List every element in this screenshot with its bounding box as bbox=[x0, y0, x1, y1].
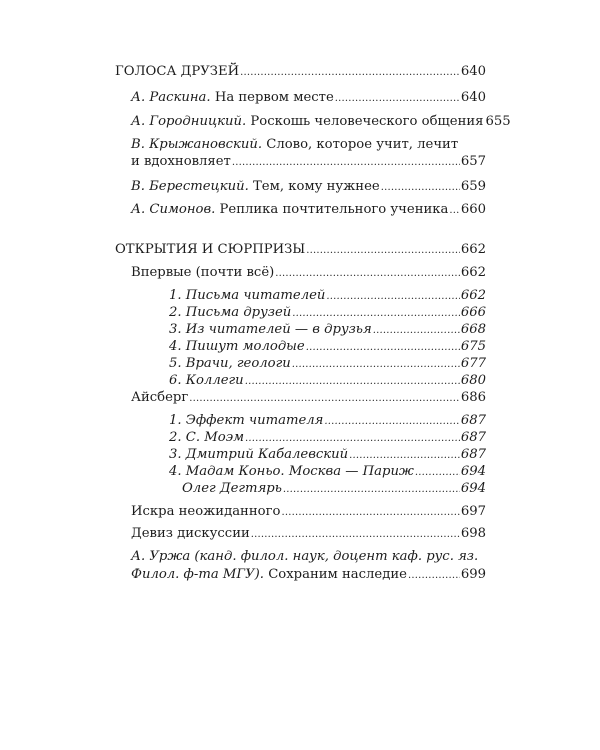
toc-section-otkrytiya[interactable] bbox=[0, 241, 600, 260]
dot-leader bbox=[283, 481, 460, 499]
dot-leader bbox=[306, 242, 460, 260]
item-title: 4. Пишут молодые bbox=[169, 339, 305, 354]
item-title: 4. Мадам Коньо. Москва — Париж bbox=[169, 464, 414, 479]
page-number: 675 bbox=[460, 339, 486, 354]
page-number: 687 bbox=[460, 413, 486, 428]
dot-leader bbox=[240, 64, 460, 82]
page-number: 686 bbox=[460, 390, 486, 405]
item-title: 6. Коллеги bbox=[169, 373, 244, 388]
subsection-title: Впервые (почти всё) bbox=[131, 265, 275, 280]
page-number: 660 bbox=[460, 202, 486, 217]
item-title: 3. Дмитрий Кабалевский bbox=[169, 447, 349, 462]
page-number: 657 bbox=[460, 154, 486, 169]
dot-leader bbox=[381, 179, 460, 197]
page-number: 694 bbox=[460, 481, 486, 496]
page-number: 687 bbox=[460, 447, 486, 462]
page-number: 640 bbox=[460, 64, 486, 79]
toc-entry-kryzhanovsky-line2[interactable] bbox=[0, 153, 600, 172]
dot-leader bbox=[232, 154, 460, 172]
item-title: 2. Письма друзей bbox=[169, 305, 292, 320]
entry-author: А. Раскина. bbox=[131, 90, 211, 105]
page-number: 668 bbox=[460, 322, 486, 337]
toc-section-golosa-druzey[interactable] bbox=[0, 63, 600, 82]
item-title: 2. С. Моэм bbox=[169, 430, 245, 445]
item-title: 1. Эффект читателя bbox=[169, 413, 324, 428]
entry-title: Сохраним наследие bbox=[268, 567, 407, 582]
entry-title: Реплика почтительного ученика bbox=[219, 202, 449, 217]
toc-subsection-deviz[interactable] bbox=[0, 525, 600, 544]
toc-section-title: ГОЛОСА ДРУЗЕЙ bbox=[115, 64, 240, 79]
page-number: 655 bbox=[485, 114, 511, 129]
entry-title: На первом месте bbox=[214, 90, 334, 105]
toc-entry-gorodnitsky[interactable] bbox=[0, 113, 600, 132]
item-title: 5. Врачи, геологи bbox=[169, 356, 291, 371]
item-title: Олег Дегтярь bbox=[182, 481, 282, 496]
subsection-title: Айсберг bbox=[131, 390, 189, 405]
page-number: 698 bbox=[460, 526, 486, 541]
toc-entry-urzha-line2[interactable] bbox=[0, 566, 600, 585]
toc-subsection-vpervye[interactable] bbox=[0, 264, 600, 283]
toc-entry-kryzhanovsky-line1[interactable] bbox=[131, 136, 458, 154]
toc-entry-raskina[interactable] bbox=[0, 89, 600, 108]
toc-item-oleg-degtyar[interactable] bbox=[0, 480, 600, 499]
entry-title: Слово, которое учит, лечит bbox=[266, 137, 459, 152]
toc-subsection-iskra[interactable] bbox=[0, 503, 600, 522]
entry-title: Роскошь человеческого общения bbox=[250, 114, 484, 129]
toc-subsection-aysberg[interactable] bbox=[0, 389, 600, 408]
page-number: 694 bbox=[460, 464, 486, 479]
subsection-title: Искра неожиданного bbox=[131, 504, 281, 519]
dot-leader bbox=[408, 567, 460, 585]
page-number: 680 bbox=[460, 373, 486, 388]
dot-leader bbox=[251, 526, 460, 544]
dot-leader bbox=[335, 90, 460, 108]
toc-section-title: ОТКРЫТИЯ И СЮРПРИЗЫ bbox=[115, 242, 306, 257]
page-number: 697 bbox=[460, 504, 486, 519]
subsection-title: Девиз дискуссии bbox=[131, 526, 250, 541]
entry-title-continued: и вдохновляет bbox=[131, 154, 231, 169]
page-number: 662 bbox=[460, 242, 486, 257]
entry-author-continued: Филол. ф-та МГУ). bbox=[131, 567, 264, 582]
dot-leader bbox=[275, 265, 460, 283]
page-number: 662 bbox=[460, 288, 486, 303]
page-number: 659 bbox=[460, 179, 486, 194]
entry-author: А. Симонов. bbox=[131, 202, 216, 217]
toc-entry-simonov[interactable] bbox=[0, 201, 600, 220]
page-number: 687 bbox=[460, 430, 486, 445]
page-number: 640 bbox=[460, 90, 486, 105]
dot-leader bbox=[281, 504, 459, 522]
item-title: 1. Письма читателей bbox=[169, 288, 326, 303]
entry-author: А. Городницкий. bbox=[131, 114, 247, 129]
page-number: 699 bbox=[460, 567, 486, 582]
toc-entry-urzha-line1[interactable] bbox=[131, 548, 478, 566]
entry-author: В. Крыжановский. bbox=[131, 137, 263, 152]
toc-entry-berestetsky[interactable] bbox=[0, 178, 600, 197]
item-title: 3. Из читателей — в друзья bbox=[169, 322, 372, 337]
page-number: 662 bbox=[460, 265, 486, 280]
page-number: 677 bbox=[460, 356, 486, 371]
dot-leader bbox=[189, 390, 460, 408]
entry-author: А. Уржа (канд. филол. наук, доцент каф. рус. яз. bbox=[131, 549, 479, 564]
entry-title: Тем, кому нужнее bbox=[252, 179, 380, 194]
entry-author: В. Берестецкий. bbox=[131, 179, 249, 194]
dot-leader bbox=[449, 202, 459, 220]
page-number: 666 bbox=[460, 305, 486, 320]
